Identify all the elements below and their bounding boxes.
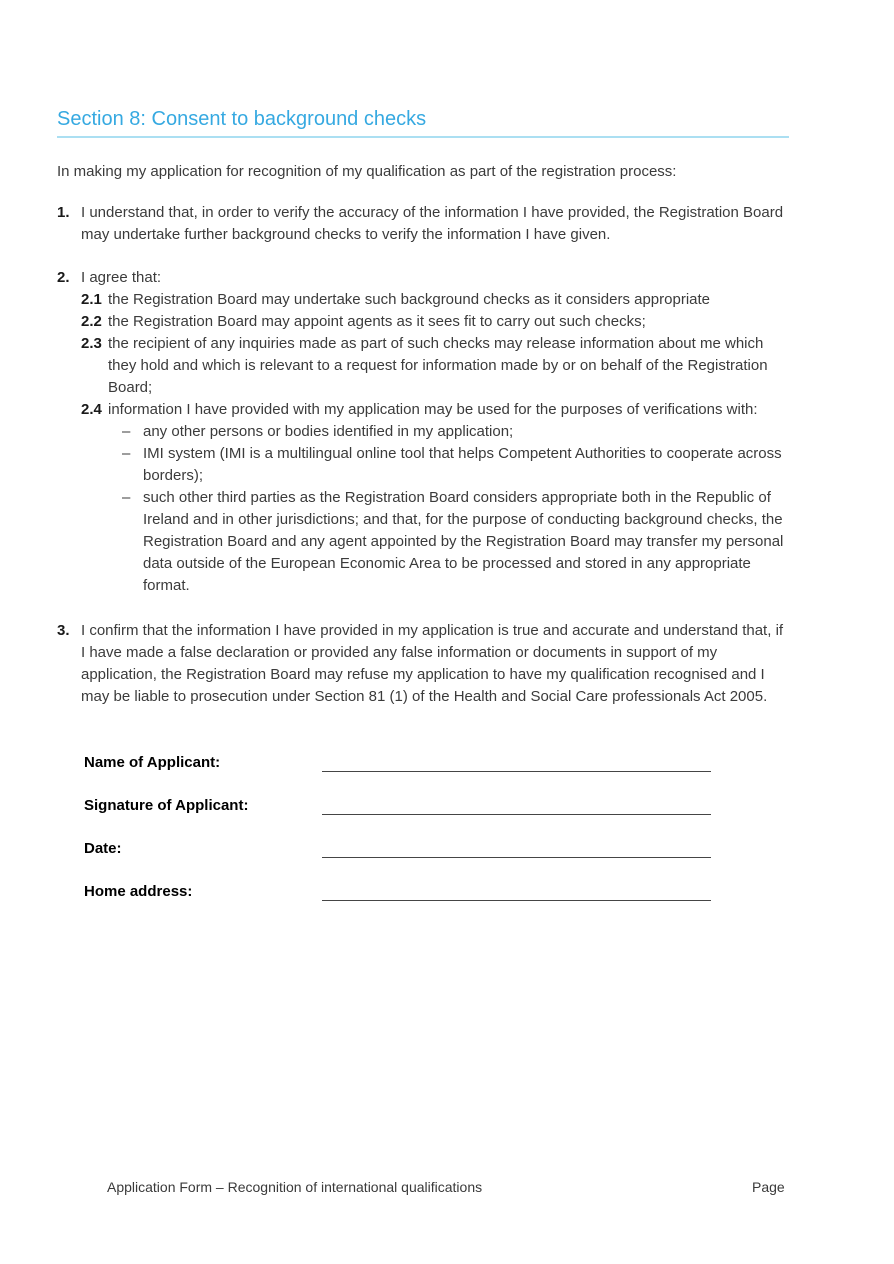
item-number: 1. <box>57 204 70 221</box>
sub-item-2-2 <box>81 311 789 333</box>
sub-item-text: the Registration Board may appoint agents as it sees fit to carry out such checks; <box>108 313 646 330</box>
dash-item-1 <box>122 421 789 443</box>
field-row-name-of-applicant <box>84 752 789 774</box>
sub-item-number: 2.3 <box>81 335 102 352</box>
field-label: Date: <box>84 840 122 857</box>
dash-marker: – <box>122 423 131 440</box>
signature-fields <box>84 752 789 903</box>
intro-paragraph: In making my application for recognition of my qualification as part of the registration process: <box>57 163 677 180</box>
numbered-item-3 <box>57 620 789 708</box>
sub-item-number: 2.1 <box>81 291 102 308</box>
item-text: I confirm that the information I have provided in my application is true and accurate and understand that, if I have made a false declaration or provided any false information or documents in support of my application, the Registration Board may refuse my application to have my qualification recognised and I may be liable to prosecution under Section 81 (1) of the Health and Social Care professionals Act 2005. <box>81 622 784 705</box>
dash-marker: – <box>122 489 131 506</box>
field-label: Signature of Applicant: <box>84 797 249 814</box>
sub-item-number: 2.2 <box>81 313 102 330</box>
field-row-date <box>84 838 789 860</box>
footer-document-title: Application Form – Recognition of international qualifications <box>107 1179 483 1195</box>
field-label: Name of Applicant: <box>84 754 221 771</box>
signature-of-applicant-fill-line[interactable] <box>322 797 711 815</box>
field-row-home-address <box>84 881 789 903</box>
name-of-applicant-fill-line[interactable] <box>322 754 711 772</box>
sub-item-text: the Registration Board may undertake such background checks as it considers appropriate <box>108 291 710 308</box>
item-text: I agree that: <box>81 269 162 286</box>
sub-item-number: 2.4 <box>81 401 102 418</box>
numbered-item-1 <box>57 202 789 246</box>
field-row-signature-of-applicant <box>84 795 789 817</box>
dash-item-2 <box>122 443 789 487</box>
date-fill-line[interactable] <box>322 840 711 858</box>
field-label: Home address: <box>84 883 193 900</box>
numbered-item-2 <box>57 267 789 289</box>
dash-item-text: IMI system (IMI is a multilingual online tool that helps Competent Authorities to cooperate across borders); <box>143 445 782 484</box>
home-address-fill-line[interactable] <box>322 883 711 901</box>
dash-item-3 <box>122 487 789 597</box>
dash-item-text: such other third parties as the Registration Board considers appropriate both in the Republic of Ireland and in other jurisdictions; and that, for the purpose of conducting background checks, the Registration Board and any agent appointed by the Registration Board may transfer my personal data outside of the European Economic Area to be processed and stored in any appropriate format. <box>143 489 784 594</box>
sub-item-text: information I have provided with my application may be used for the purposes of verifications with: <box>108 401 758 418</box>
sub-item-2-3 <box>81 333 789 399</box>
item-text: I understand that, in order to verify the accuracy of the information I have provided, the Registration Board may undertake further background checks to verify the information I have given. <box>81 204 784 243</box>
item-number: 2. <box>57 269 70 286</box>
sub-item-2-1 <box>81 289 789 311</box>
footer-page-label: Page <box>752 1179 785 1195</box>
section-heading: Section 8: Consent to background checks <box>57 107 789 138</box>
item-number: 3. <box>57 622 70 639</box>
dash-marker: – <box>122 445 131 462</box>
dash-item-text: any other persons or bodies identified in my application; <box>143 423 514 440</box>
section-content <box>57 107 789 924</box>
sub-item-2-4 <box>81 399 789 421</box>
sub-item-text: the recipient of any inquiries made as part of such checks may release information about me which they hold and which is relevant to a request for information made by or on behalf of the Registration Board; <box>108 335 768 396</box>
